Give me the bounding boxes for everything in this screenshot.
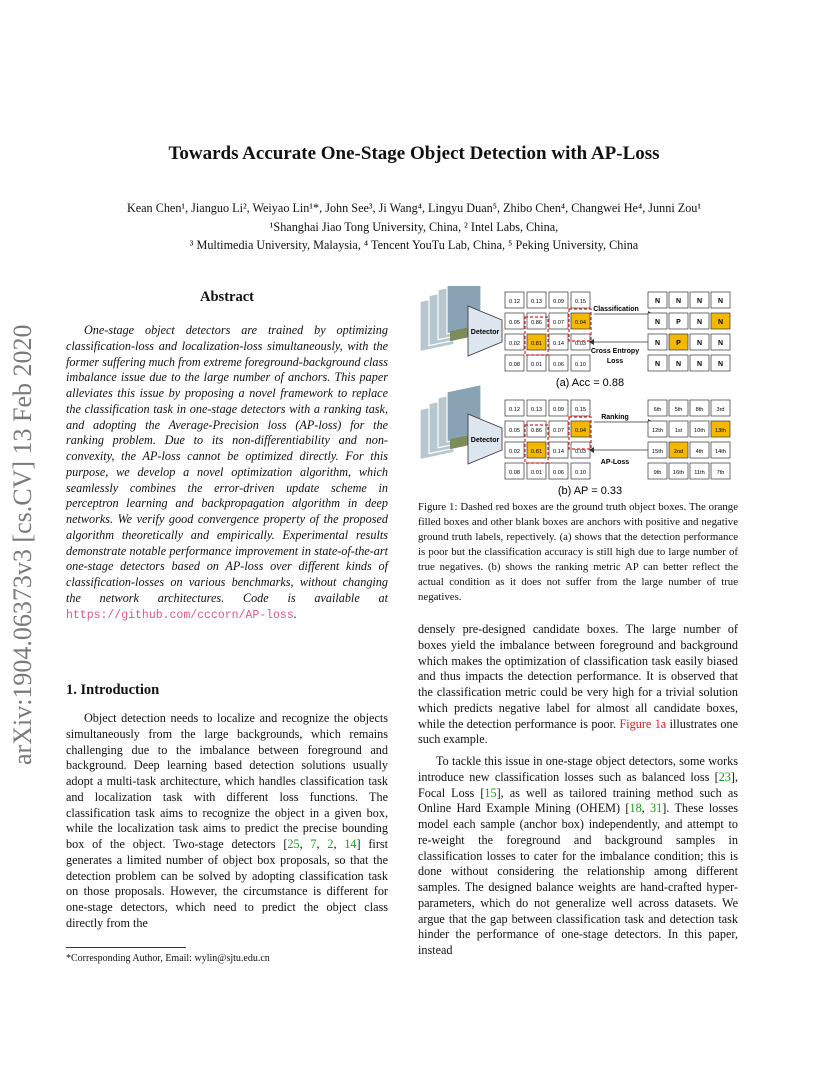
affiliations-line-1: ¹Shanghai Jiao Tong University, China, ² Intel Labs, China, (269, 219, 559, 234)
label-value: N (696, 361, 703, 368)
figure-ref-link[interactable]: Figure 1a (619, 716, 667, 731)
right-text-1: densely pre-designed candidate boxes. The large number of boxes yield the imbalance between foreground and background which makes the optimization of classification task easily biased and thus impacts the detection performance. It is observed that the classification metric could be very high for a trivial solution which predicts negative label for almost all candidate boxes, while the detection performance is poor. (418, 622, 738, 731)
intro-text-1: Object detection needs to localize and recognize the objects simultaneously from the large backgrounds, which remains challenging due to the imbalance between foreground and background. Deep learning based detection solutions usually adopt a multi-task architecture, which handles classification task and localization task with different loss functions. The classification task aims to recognize the object in a given box, while the localization task aims to predict the precise bounding box of the object. Two-stage detectors [ (66, 711, 388, 851)
citation-link[interactable]: 18 (629, 801, 642, 816)
label-value: P (676, 319, 681, 326)
figure-1-graphic (418, 286, 738, 498)
detector-label: Detector (470, 329, 500, 336)
grid-score: 0.03 (575, 449, 586, 455)
rank-value: 8th (695, 407, 704, 413)
rank-value: 13th (715, 428, 726, 434)
ap-loss-label: AP-Loss (600, 459, 630, 466)
grid-score: 0.10 (575, 470, 586, 476)
grid-score: 0.14 (553, 341, 564, 347)
classification-label: Classification (593, 306, 639, 313)
intro-text-2: ] first generates a limited number of object box proposals, so that the detection problem can be solved by adopting classification task on those proposals. However, the circumstance is different for one-stage detectors, which need to predict the object class directly from the (66, 837, 389, 930)
abstract-heading: Abstract (200, 289, 254, 305)
grid-score: 0.13 (531, 299, 542, 305)
rank-value: 14th (715, 449, 726, 455)
detector-label: Detector (470, 437, 500, 444)
grid-score: 0.03 (575, 341, 586, 347)
paper-title: Towards Accurate One-Stage Object Detection with AP-Loss (168, 143, 660, 164)
label-value: N (654, 340, 661, 347)
rank-value: 12th (652, 428, 663, 434)
citation-link[interactable]: 23 (718, 769, 731, 784)
grid-score: 0.04 (575, 320, 586, 326)
arxiv-identifier: arXiv:1904.06373v3 [cs.CV] 13 Feb 2020 (8, 324, 37, 765)
grid-score: 0.12 (509, 299, 520, 305)
rank-value: 10th (694, 428, 705, 434)
grid-score: 0.01 (531, 470, 542, 476)
label-value: N (717, 361, 724, 368)
grid-score: 0.07 (553, 320, 564, 326)
abstract-body: One-stage object detectors are trained by optimizing classification-loss and localization-loss simultaneously, with the former suffering much from extreme foreground-background class imbalance issue due to the large number of anchors. This paper alleviates this issue by proposing a novel framework to replace the classification task in one-stage detectors with a ranking task, and adopting the Average-Precision loss (AP-loss) for the ranking problem. Due to its non-differentiability and non-convexity, the AP-loss cannot be optimized directly. For this purpose, we develop a novel optimization algorithm, which seamlessly combines the error-driven update scheme in perceptron learning and backpropagation algorithm in deep networks. We verify good convergence property of the proposed algorithm theoretically and empirically. Experimental results demonstrate notable performance improvement in state-of-the-art one-stage detectors based on AP-loss over different kinds of classification-losses on various benchmarks, without changing the network architectures. Code is available at https://github.com/cccorn/AP-loss. (66, 323, 389, 622)
label-value: N (696, 319, 703, 326)
abstract-text: One-stage object detectors are trained by optimizing classification-loss and localization-loss simultaneously, with the former suffering much from extreme foreground-background class imbalance issue due to the large number of anchors. This paper alleviates this issue by proposing a novel framework to replace the classification task in one-stage detectors with a ranking task, and adopting the Average-Precision loss (AP-loss) for the ranking problem. Due to its non-differentiability and non-convexity, the AP-loss cannot be optimized directly. For this purpose, we develop a novel optimization algorithm, which seamlessly combines the error-driven update scheme in perceptron learning and backpropagation algorithm in deep networks. We verify good convergence property of the proposed algorithm theoretically and empirically. Experimental results demonstrate notable performance improvement in state-of-the-art one-stage detectors based on AP-loss over different kinds of classification-losses on various benchmarks, without changing the network architectures. Code is available at (66, 323, 389, 605)
rank-value: 15th (652, 449, 663, 455)
grid-score: 0.81 (531, 449, 542, 455)
rank-value: 2nd (673, 449, 684, 455)
grid-score: 0.15 (575, 299, 586, 305)
citation-link[interactable]: 14 (344, 837, 357, 851)
rank-value: 1st (674, 428, 683, 434)
grid-score: 0.12 (509, 407, 520, 413)
grid-score: 0.81 (531, 341, 542, 347)
grid-score: 0.06 (553, 470, 564, 476)
grid-score: 0.13 (531, 407, 542, 413)
label-value: N (654, 298, 661, 305)
grid-score: 0.15 (575, 407, 586, 413)
label-value: N (654, 361, 661, 368)
citation-link[interactable]: 2 (327, 837, 334, 851)
label-value: P (676, 340, 681, 347)
rank-value: 4th (695, 449, 704, 455)
label-value: N (717, 340, 724, 347)
right-paragraph-2 (418, 754, 738, 959)
grid-score: 0.08 (509, 362, 520, 368)
grid-score: 0.08 (509, 470, 520, 476)
label-value: N (717, 298, 724, 305)
loss-label-line2: Loss (606, 358, 624, 365)
grid-score: 0.09 (553, 299, 564, 305)
right-text-7: ]. These losses model each sample (anchor box) independently, and attempt to re-weight the foreground and background samples in classification losses to cater for the imbalance condition; this is done without considering the relationship among different samples. The designed balance weights are hand-crafted hyper-parameters, which do not generalize well across datasets. We argue that the gap between classification task and detection task hinder the performance of one-stage detectors. In this paper, instead (418, 801, 739, 957)
label-value: N (717, 319, 724, 326)
label-value: N (675, 361, 682, 368)
right-paragraph-1 (418, 622, 738, 748)
grid-score: 0.05 (509, 320, 520, 326)
grid-score: 0.05 (509, 428, 520, 434)
code-link[interactable]: https://github.com/cccorn/AP-loss (66, 608, 294, 622)
grid-score: 0.02 (509, 449, 520, 455)
label-value: N (675, 298, 682, 305)
rank-value: 16th (673, 470, 684, 476)
grid-score: 0.04 (575, 428, 586, 434)
affiliations-line-2: ³ Multimedia University, Malaysia, ⁴ Tencent YouTu Lab, China, ⁵ Peking University, China (189, 238, 639, 252)
label-value: N (696, 340, 703, 347)
intro-paragraph: Object detection needs to localize and recognize the objects simultaneously from the large backgrounds, which remains challenging due to the imbalance between foreground and background. Deep learning based detection solutions usually adopt a multi-task architecture, which handles classification task and localization task with different loss functions. The classification task aims to recognize the object in a given box, while the localization task aims to predict the precise bounding box of the object. Two-stage detectors [25, 7, 2, 14] first generates a limited number of object box proposals, so that the detection problem can be solved by adopting classification task on those proposals. However, the circumstance is different for one-stage detectors, which need to predict the object class directly from the (66, 711, 389, 930)
citation-link[interactable]: 25 (287, 837, 300, 851)
rank-value: 11th (694, 470, 705, 476)
intro-heading: 1. Introduction (66, 682, 160, 698)
grid-score: 0.09 (553, 407, 564, 413)
subfigure-caption: (a) Acc = 0.88 (555, 377, 625, 389)
rank-value: 6th (653, 407, 662, 413)
grid-score: 0.86 (531, 428, 542, 434)
rank-value: 9th (653, 470, 662, 476)
grid-score: 0.14 (553, 449, 564, 455)
ranking-label: Ranking (601, 414, 629, 421)
grid-score: 0.10 (575, 362, 586, 368)
citation-link[interactable]: 7 (310, 837, 317, 851)
grid-score: 0.02 (509, 341, 520, 347)
label-value: N (696, 298, 703, 305)
right-text-3: To tackle this issue in one-stage object detectors, some works introduce new classification losses such as balanced loss [ (418, 754, 738, 784)
right-text-2: illustrates one such example. (418, 716, 738, 747)
author-block (60, 199, 768, 255)
right-text-5: ], as well as tailored training method such as Online Hard Example Mining (OHEM) [ (418, 785, 738, 816)
rank-value: 3rd (716, 407, 725, 413)
figure-caption: Figure 1: Dashed red boxes are the ground truth object boxes. The orange filled boxes and other blank boxes are anchors with positive and negative ground truth labels, repectively. (a) shows that the detection performance is poor but the classification accuracy is still high due to large number of true negatives. (b) shows the ranking metric AP can better reflect the actual condition as it does not suffer from the large number of true negatives. (418, 501, 738, 603)
label-value: N (654, 319, 661, 326)
rank-value: 5th (674, 407, 683, 413)
right-text-6: , (641, 801, 651, 816)
rank-value: 7th (716, 470, 725, 476)
footnote-divider (66, 947, 186, 948)
figure-1 (418, 286, 738, 498)
grid-score: 0.06 (553, 362, 564, 368)
grid-score: 0.01 (531, 362, 542, 368)
right-body (418, 622, 738, 959)
authors-line: Kean Chen¹, Jianguo Li², Weiyao Lin¹*, John See³, Ji Wang⁴, Lingyu Duan⁵, Zhibo Chen⁴, Changwei He⁴, Junni Zou¹ (126, 201, 702, 215)
right-text-4: ], Focal Loss [ (418, 769, 738, 800)
grid-score: 0.07 (553, 428, 564, 434)
loss-label-line1: Cross Entropy (590, 348, 640, 355)
citation-link[interactable]: 31 (650, 801, 663, 816)
citation-link[interactable]: 15 (484, 785, 497, 800)
footnote: *Corresponding Author, Email: wylin@sjtu.edu.cn (66, 953, 270, 964)
subfigure-caption: (b) AP = 0.33 (557, 485, 623, 497)
grid-score: 0.86 (531, 320, 542, 326)
